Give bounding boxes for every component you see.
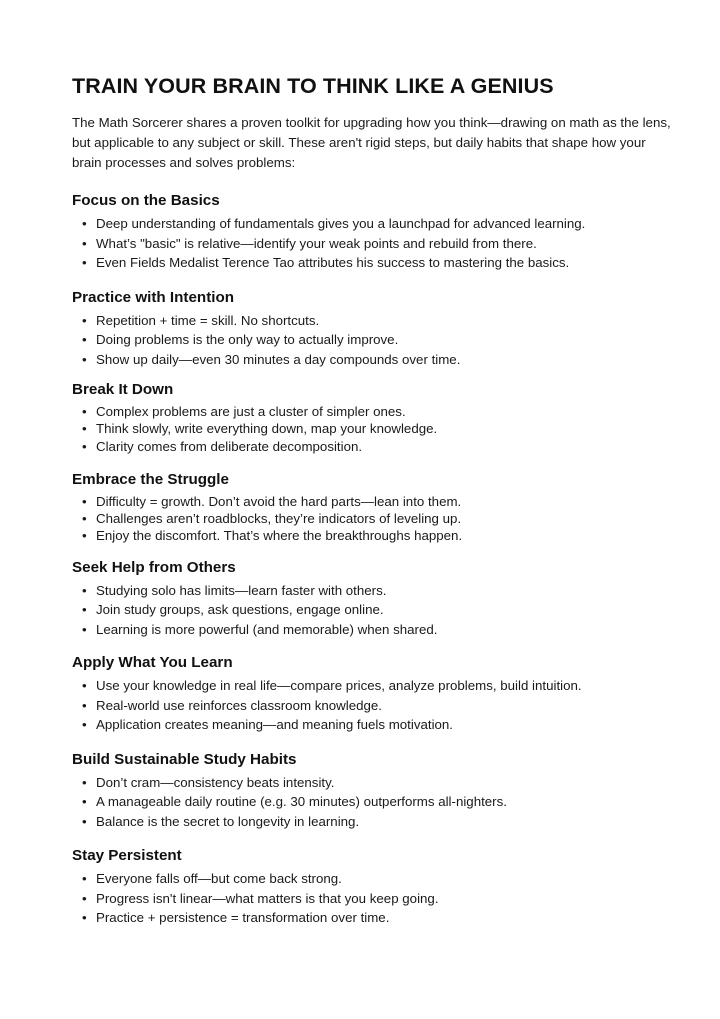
bullet-list <box>72 311 672 370</box>
bullet-icon: • <box>82 871 87 887</box>
section-embrace-the-struggle <box>72 470 672 545</box>
bullet-icon: • <box>82 351 87 367</box>
section-heading: Practice with Intention <box>72 288 235 306</box>
bullet-icon: • <box>82 332 87 347</box>
list-item: • Learning is more powerful (and memorable) when shared. <box>82 620 672 640</box>
section-seek-help-from-others <box>72 558 672 640</box>
list-item: • Think slowly, write everything down, map your knowledge. <box>82 421 438 437</box>
bullet-list <box>72 214 672 273</box>
bullet-icon: • <box>82 602 87 618</box>
list-item: • Doing problems is the only way to actually improve. <box>82 330 672 350</box>
list-item: • Real-world use reinforces classroom knowledge. <box>82 696 672 716</box>
bullet-list <box>72 676 672 735</box>
list-item: • Show up daily—even 30 minutes a day compounds over time. <box>82 350 672 370</box>
bullet-list <box>72 493 672 545</box>
bullet-list <box>72 869 672 928</box>
list-item: • Difficulty = growth. Don’t avoid the hard parts—lean into them. <box>82 493 462 509</box>
section-focus-on-the-basics <box>72 191 672 273</box>
section-apply-what-you-learn <box>72 653 672 735</box>
bullet-list <box>72 773 672 832</box>
bullet-icon: • <box>82 794 87 810</box>
section-heading: Stay Persistent <box>72 847 182 865</box>
bullet-icon: • <box>82 404 87 419</box>
bullet-icon: • <box>82 312 87 328</box>
list-item: • Everyone falls off—but come back strong. <box>82 869 672 889</box>
section-build-sustainable-study-habits <box>72 750 672 832</box>
bullet-icon: • <box>82 910 87 926</box>
list-item: • Clarity comes from deliberate decomposition. <box>82 438 363 454</box>
bullet-icon: • <box>82 678 87 694</box>
bullet-icon: • <box>82 421 87 437</box>
list-item: • Join study groups, ask questions, engage online. <box>82 600 672 620</box>
section-heading: Seek Help from Others <box>72 558 236 576</box>
bullet-icon: • <box>82 774 87 790</box>
bullet-icon: • <box>82 717 87 733</box>
list-item: • Complex problems are just a cluster of simpler ones. <box>82 404 406 419</box>
section-heading: Embrace the Struggle <box>72 470 229 488</box>
list-item: • Use your knowledge in real life—compare prices, analyze problems, build intuition. <box>82 676 672 696</box>
list-item: • Progress isn't linear—what matters is that you keep going. <box>82 889 672 909</box>
bullet-icon: • <box>82 255 87 270</box>
list-item: • Don’t cram—consistency beats intensity. <box>82 773 672 793</box>
page-title: TRAIN YOUR BRAIN TO THINK LIKE A GENIUS <box>72 74 554 98</box>
bullet-icon: • <box>82 697 87 713</box>
bullet-icon: • <box>82 528 87 544</box>
section-heading: Focus on the Basics <box>72 192 220 209</box>
bullet-icon: • <box>82 582 87 598</box>
section-heading: Build Sustainable Study Habits <box>72 750 297 768</box>
list-item: • What’s "basic" is relative—identify your weak points and rebuild from there. <box>82 234 672 254</box>
section-heading: Apply What You Learn <box>72 654 233 672</box>
list-item: • A manageable daily routine (e.g. 30 minutes) outperforms all-nighters. <box>82 792 672 812</box>
bullet-icon: • <box>82 438 87 454</box>
bullet-icon: • <box>82 890 87 906</box>
bullet-icon: • <box>82 813 87 829</box>
list-item: • Even Fields Medalist Terence Tao attributes his success to mastering the basics. <box>82 253 672 273</box>
document-page <box>72 72 672 928</box>
list-item: • Repetition + time = skill. No shortcuts. <box>82 311 672 331</box>
list-item: • Studying solo has limits—learn faster with others. <box>82 581 672 601</box>
section-break-it-down <box>72 380 672 455</box>
bullet-icon: • <box>82 621 87 637</box>
intro-paragraph: The Math Sorcerer shares a proven toolkit for upgrading how you think—drawing on math as the lens, but applicable to any subject or skill. These aren't rigid steps, but daily habits that shape how your brain processes and solves problems: <box>72 115 671 170</box>
bullet-icon: • <box>82 493 87 509</box>
list-item: • Balance is the secret to longevity in learning. <box>82 812 672 832</box>
section-stay-persistent <box>72 846 672 928</box>
list-item: • Enjoy the discomfort. That’s where the breakthroughs happen. <box>82 528 463 544</box>
bullet-icon: • <box>82 235 87 251</box>
list-item: • Practice + persistence = transformation over time. <box>82 908 672 928</box>
section-practice-with-intention <box>72 288 672 370</box>
list-item: • Deep understanding of fundamentals gives you a launchpad for advanced learning. <box>82 214 672 234</box>
bullet-icon: • <box>82 216 87 231</box>
section-heading: Break It Down <box>72 381 174 398</box>
bullet-list <box>72 581 672 640</box>
list-item: • Challenges aren’t roadblocks, they’re indicators of leveling up. <box>82 511 462 527</box>
bullet-list <box>72 403 672 455</box>
bullet-icon: • <box>82 511 87 527</box>
list-item: • Application creates meaning—and meaning fuels motivation. <box>82 715 672 735</box>
